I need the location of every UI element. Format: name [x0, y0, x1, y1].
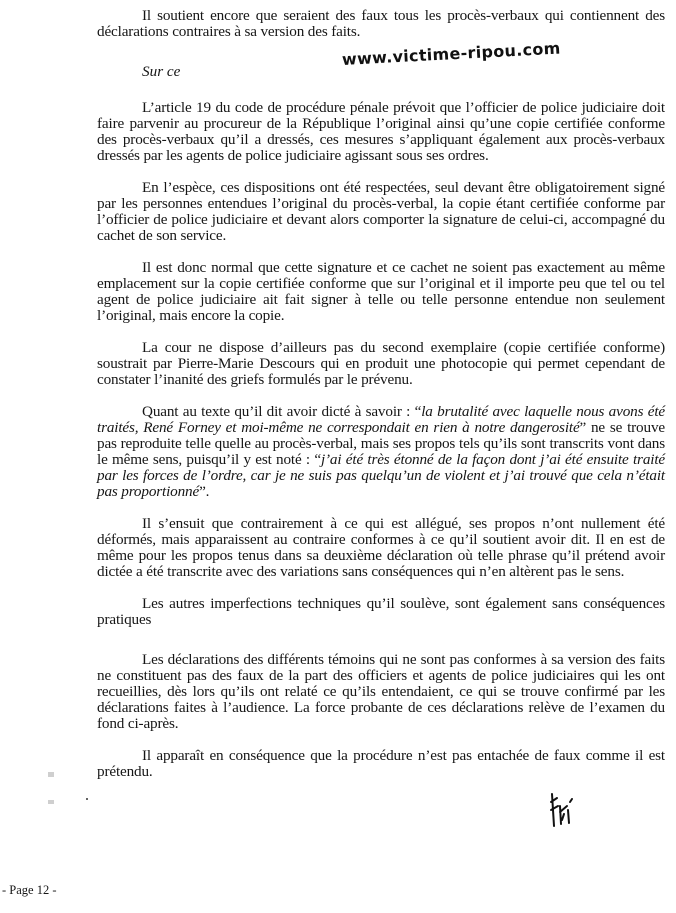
scan-dot [86, 798, 88, 800]
quote-intro: Quant au texte qu’il dit avoir dicté à savoir : “ [142, 403, 422, 420]
scan-speck [48, 800, 54, 804]
paragraph-text: Il s’ensuit que contrairement à ce qui est allégué, ses propos n’ont nullement été déformés, mais apparaissent au contraire conformes à ce qu’il soutient avoir dit. Il en est de même pour les propos tenus dans sa deuxième déclaration où telle phrase qu’il prétend avoir dictée a été transcrite avec des variations sans conséquences qui n’en altèrent pas le sens. [97, 515, 665, 580]
paragraph-text: Les autres imperfections techniques qu’il soulève, sont également sans conséquences pratiques [97, 595, 665, 628]
paragraph-text: La cour ne dispose d’ailleurs pas du second exemplaire (copie certifiée conforme) soustrait par Pierre-Marie Descours qui en produit une photocopie qui permet cependant de constater l’inanité des griefs formulés par le prévenu. [97, 339, 665, 388]
paragraph-5 [97, 340, 665, 388]
paragraph-text: En l’espèce, ces dispositions ont été respectées, seul devant être obligatoirement signé par les personnes entendues l’original du procès-verbal, la copie étant certifiée conforme par l’officier de police judiciaire et devant alors comporter la signature de celui-ci, accompagné du cachet de son service. [97, 179, 665, 244]
paragraph-9 [97, 748, 665, 780]
paragraph-7 [97, 596, 665, 628]
paragraph-1 [97, 8, 665, 40]
paragraph-text: Les déclarations des différents témoins qui ne sont pas conformes à sa version des faits ne constituent pas des faux de la part des officiers et agents de police judiciaires qui les ont recueillies, dès lors qu’ils ont relaté ce qu’ils entendaient, ce qui se trouve confirmé par les déclarations faites à l’audience. La force probante de ces déclarations relève de l’examen du fond ci-après. [97, 651, 665, 732]
paragraph-text: Il est donc normal que cette signature et ce cachet ne soient pas exactement au même emplacement sur la copie certifiée conforme que sur l’original et il importe peu que tel ou tel agent de police judiciaire ait fait signer à telle ou telle personne entendue non seulement l’original, mais encore la copie. [97, 259, 665, 324]
paragraph-text: L’article 19 du code de procédure pénale prévoit que l’officier de police judiciaire doit faire parvenir au procureur de la République l’original ainsi qu’une copie certifiée conforme des procès-verbaux qu’il a dressés, ces mesures s’appliquant également aux procès-verbaux dressés par les agents de police judiciaire agissant sous ses ordres. [97, 99, 665, 164]
paragraph-text [97, 404, 665, 500]
section-heading: Sur ce [142, 63, 181, 80]
paragraph-6 [97, 516, 665, 580]
paragraph-quote [97, 404, 665, 500]
paragraph-4 [97, 260, 665, 324]
quote-end: ”. [199, 483, 210, 500]
paragraph-text: Il soutient encore que seraient des faux tous les procès-verbaux qui contiennent des déclarations contraires à sa version des faits. [97, 7, 665, 40]
page-number: - Page 12 - [2, 883, 57, 897]
paragraph-8 [97, 652, 665, 732]
paragraph-3 [97, 180, 665, 244]
signature-initials [548, 792, 576, 828]
quote-middle: ” ne se trouve pas reproduite telle quelle au procès-verbal, mais ses propos tels qu’ils sont transcrits vont dans le même sens, puisqu’il y est noté : “ [97, 419, 665, 468]
scan-speck [48, 772, 54, 777]
quoted-text-2: j’ai été très étonné de la façon dont j’ai été ensuite traité par les forces de l’ordre, car je ne suis pas quelqu’un de violent et j’ai trouvé que cela n’était pas proportionné [97, 451, 665, 500]
paragraph-2 [97, 100, 665, 164]
watermark: www.victime-ripou.com [341, 38, 562, 69]
quoted-text-1: la brutalité avec laquelle nous avons été traités, René Forney et moi-même ne correspondait en rien à notre dangerosité [97, 403, 665, 436]
paragraph-text: Il apparaît en conséquence que la procédure n’est pas entachée de faux comme il est prétendu. [97, 747, 665, 780]
